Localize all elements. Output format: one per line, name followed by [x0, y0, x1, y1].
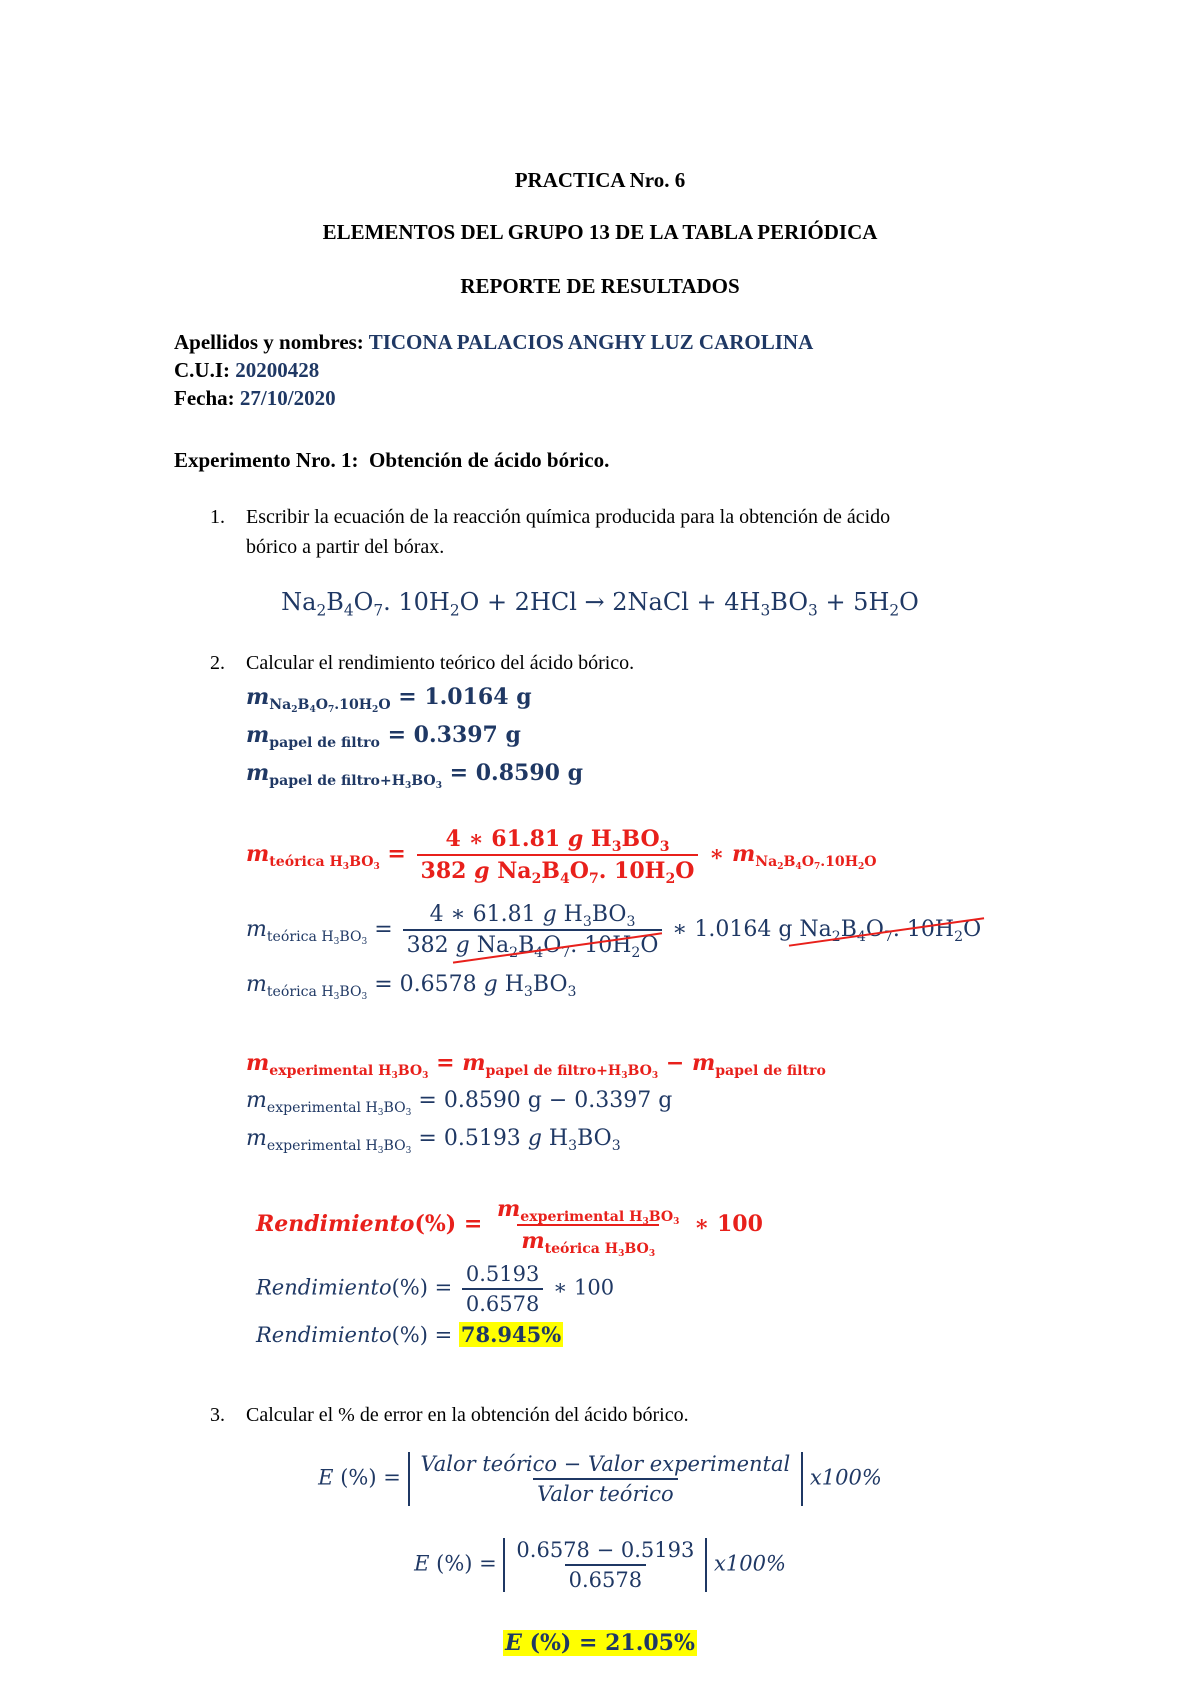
experiment-heading [174, 448, 609, 473]
theoretical-substitution: $m_{teórica H_3BO_3}$ = $\frac{4 ∗ 61.81 g H_3BO_3}{382 g Na_2B_4O_7. 10H_2O}$ ∗ 1.0164 g $Na_2B_4O_7$. $10H_2O$ [246, 902, 982, 961]
error-result: E (%) = 21.05% [505, 1630, 695, 1656]
cui-row [174, 358, 319, 383]
q2-text: Calcular el rendimiento teórico del ácido bórico. [246, 652, 635, 674]
page-subtitle: ELEMENTOS DEL GRUPO 13 DE LA TABLA PERIÓDICA [322, 220, 878, 244]
q2-number: 2. [210, 652, 225, 674]
reaction-equation: $Na_2B_4O_7$. $10H_2O + 2HCl$ → 2NaCl + $4H_3BO_3 + 5H_2O$ [281, 588, 919, 620]
mass-paper-value: 0.3397 g [413, 722, 521, 748]
error-substitution: E (%) = $\frac{0.6578 - 0.5193}{0.6578}$ x100% [414, 1538, 786, 1592]
yield-substitution: Rendimiento(%) = $\frac{0.5193}{0.6578}$ ∗ 100 [256, 1262, 615, 1316]
student-name: TICONA PALACIOS ANGHY LUZ CAROLINA [368, 330, 814, 354]
experimental-substitution: $m_{experimental H_3BO_3} = 0.8590$ g − 0.3397 g [246, 1088, 673, 1119]
theoretical-formula: $m_{teórica H_3BO_3}$ = $\frac{4 ∗ 61.81 g H_3BO_3}{382 g Na_2B_4O_7. 10H_2O}$ ∗ $m_{Na_2B_4O_7.10H_2O}$ [246, 826, 877, 887]
date-label: Fecha: [174, 386, 235, 410]
theoretical-substitution-fraction: $\frac{4 ∗ 61.81 g H_3BO_3}{382 g Na_2B_4O_7. 10H_2O}$ [403, 902, 663, 958]
student-name-label: Apellidos y nombres: [174, 330, 364, 354]
cui-value: 20200428 [235, 358, 320, 382]
student-name-row [174, 330, 813, 355]
error-formula: E (%) = $\frac{\text{Valor teórico − Valor experimental}}{\text{Valor teórico}}$ x100% [318, 1452, 882, 1506]
experiment-label: Experimento Nro. 1: [174, 448, 359, 472]
error-result-row [0, 1630, 1200, 1656]
q1-number: 1. [210, 506, 225, 528]
yield-result-row: Rendimiento(%) = 78.945% [256, 1322, 562, 1347]
date-row [174, 386, 336, 411]
mass-paper-boric-given: $m_{papel de filtro+H_3BO_3} = 0.8590$ g [246, 760, 583, 792]
page-title: PRACTICA Nro. 6 [514, 168, 686, 192]
yield-result: 78.945% [460, 1322, 562, 1347]
cancelled-borax-units-num: $Na_2B_4O_7$. $10H_2O$ [792, 917, 982, 945]
experimental-formula: $m_{experimental H_3BO_3} = m_{papel de filtro+H_3BO_3} - m_{papel de filtro}$ [246, 1050, 826, 1082]
experiment-title: Obtención de ácido bórico. [369, 448, 610, 472]
yield-formula: Rendimiento(%) = $\frac{m_{experimental H_3BO_3}}{m_{teórica H_3BO_3}}$ ∗ 100 [256, 1196, 763, 1260]
cui-label: C.U.I: [174, 358, 230, 382]
date-value: 27/10/2020 [239, 386, 336, 410]
yield-formula-fraction: $\frac{m_{experimental H_3BO_3}}{m_{teórica H_3BO_3}}$ [496, 1196, 680, 1260]
mass-paper-boric-value: 0.8590 g [475, 760, 583, 786]
mass-borax-value: 1.0164 g [424, 684, 532, 710]
q1-text-line1: Escribir la ecuación de la reacción química producida para la obtención de ácido [246, 506, 891, 528]
experimental-result: $m_{experimental H_3BO_3} = 0.5193$ g $H_3BO_3$ [246, 1126, 621, 1157]
theoretical-formula-fraction: $\frac{4 ∗ 61.81 g H_3BO_3}{382 g Na_2B_4O_7. 10H_2O}$ [417, 826, 699, 884]
report-heading: REPORTE DE RESULTADOS [460, 274, 740, 298]
cancelled-borax-units-den: g $Na_2B_4O_7$. $10H_2O$ [455, 933, 659, 961]
error-formula-abs: $\frac{\text{Valor teórico − Valor experimental}}{\text{Valor teórico}}$ [408, 1452, 804, 1506]
mass-paper-given: $m_{papel de filtro} = 0.3397$ g [246, 722, 521, 751]
q3-text: Calcular el % de error en la obtención del ácido bórico. [246, 1404, 689, 1426]
q1-text-line2: bórico a partir del bórax. [246, 536, 445, 558]
error-substitution-abs: $\frac{0.6578 - 0.5193}{0.6578}$ [503, 1538, 707, 1592]
theoretical-result: $m_{teórica H_3BO_3} = 0.6578$ g $H_3BO_3$ [246, 972, 577, 1003]
yield-substitution-fraction: $\frac{0.5193}{0.6578}$ [462, 1262, 543, 1316]
q3-number: 3. [210, 1404, 225, 1426]
mass-borax-given: $m_{Na_2B_4O_7.10H_2O} = 1.0164$ g [246, 684, 532, 716]
